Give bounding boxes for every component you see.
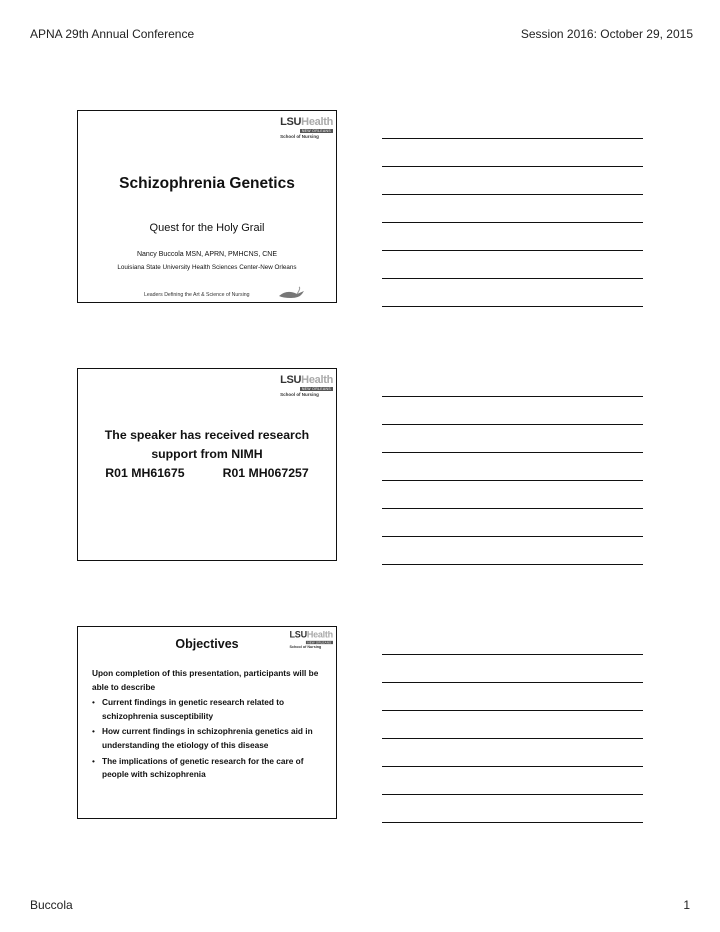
grant-1: R01 MH61675 bbox=[105, 466, 185, 480]
note-line bbox=[382, 278, 643, 279]
slide-1-author: Nancy Buccola MSN, APRN, PMHCNS, CNE bbox=[136, 251, 278, 258]
grant-list bbox=[78, 464, 336, 483]
note-line bbox=[382, 480, 643, 481]
disclosure-line-1: The speaker has received research bbox=[104, 428, 310, 442]
lamp-icon bbox=[277, 286, 307, 300]
slide-1-institution: Louisiana State University Health Sciences Center-New Orleans bbox=[117, 264, 297, 271]
slide-3-title: Objectives bbox=[175, 637, 239, 651]
note-line bbox=[382, 710, 643, 711]
note-line bbox=[382, 222, 643, 223]
logo-lsu: LSU bbox=[280, 374, 302, 386]
note-line bbox=[382, 654, 643, 655]
objectives-body bbox=[92, 667, 328, 782]
slide-1 bbox=[77, 110, 337, 303]
objectives-intro: Upon completion of this presentation, participants will be able to describe bbox=[92, 668, 319, 692]
note-line bbox=[382, 682, 643, 683]
list-item bbox=[92, 725, 328, 752]
note-line bbox=[382, 508, 643, 509]
logo-new-orleans: NEW ORLEANS bbox=[301, 129, 331, 133]
logo-new-orleans: NEW ORLEANS bbox=[307, 640, 332, 645]
footer-author: Buccola bbox=[30, 898, 73, 912]
note-line bbox=[382, 306, 643, 307]
lsu-health-logo bbox=[280, 375, 333, 397]
note-line bbox=[382, 396, 643, 397]
page-number: 1 bbox=[683, 898, 690, 912]
slide-2-disclosure bbox=[78, 426, 336, 483]
logo-school: School of Nursing bbox=[289, 644, 322, 650]
note-line bbox=[382, 250, 643, 251]
objectives-list bbox=[92, 696, 328, 782]
logo-health: Health bbox=[301, 374, 333, 386]
note-line bbox=[382, 166, 643, 167]
logo-lsu: LSU bbox=[280, 116, 302, 128]
disclosure-line-2: support from NIMH bbox=[151, 447, 263, 461]
logo-new-orleans: NEW ORLEANS bbox=[301, 387, 331, 391]
note-line bbox=[382, 452, 643, 453]
objective-text: How current findings in schizophrenia genetics aid in understanding the etiology of this disease bbox=[102, 726, 313, 750]
note-line bbox=[382, 424, 643, 425]
logo-school: School of Nursing bbox=[280, 134, 319, 139]
bullet-icon: • bbox=[92, 726, 95, 737]
objective-text: Current findings in genetic research related to schizophrenia susceptibility bbox=[102, 697, 285, 721]
logo-school: School of Nursing bbox=[280, 392, 319, 397]
note-line bbox=[382, 794, 643, 795]
bullet-icon: • bbox=[92, 697, 95, 708]
note-line bbox=[382, 564, 643, 565]
header-session: Session 2016: October 29, 2015 bbox=[520, 27, 693, 41]
logo-health: Health bbox=[306, 630, 333, 641]
objective-text: The implications of genetic research for the care of people with schizophrenia bbox=[102, 755, 304, 780]
note-line bbox=[382, 738, 643, 739]
slide-3 bbox=[77, 626, 337, 819]
lsu-health-logo bbox=[280, 117, 333, 139]
note-line bbox=[382, 536, 643, 537]
logo-health: Health bbox=[301, 116, 333, 128]
note-line bbox=[382, 766, 643, 767]
note-line bbox=[382, 138, 643, 139]
logo-lsu: LSU bbox=[289, 630, 307, 641]
slide-2 bbox=[77, 368, 337, 561]
grant-2: R01 MH067257 bbox=[222, 466, 309, 480]
slide-1-tagline: Leaders Defining the Art & Science of Nursing bbox=[144, 292, 250, 298]
slide-1-subtitle: Quest for the Holy Grail bbox=[149, 222, 265, 234]
bullet-icon: • bbox=[92, 755, 95, 766]
list-item bbox=[92, 696, 328, 723]
header-conference: APNA 29th Annual Conference bbox=[30, 27, 195, 41]
slide-1-title: Schizophrenia Genetics bbox=[119, 175, 295, 192]
note-line bbox=[382, 822, 643, 823]
list-item bbox=[92, 755, 328, 782]
note-line bbox=[382, 194, 643, 195]
